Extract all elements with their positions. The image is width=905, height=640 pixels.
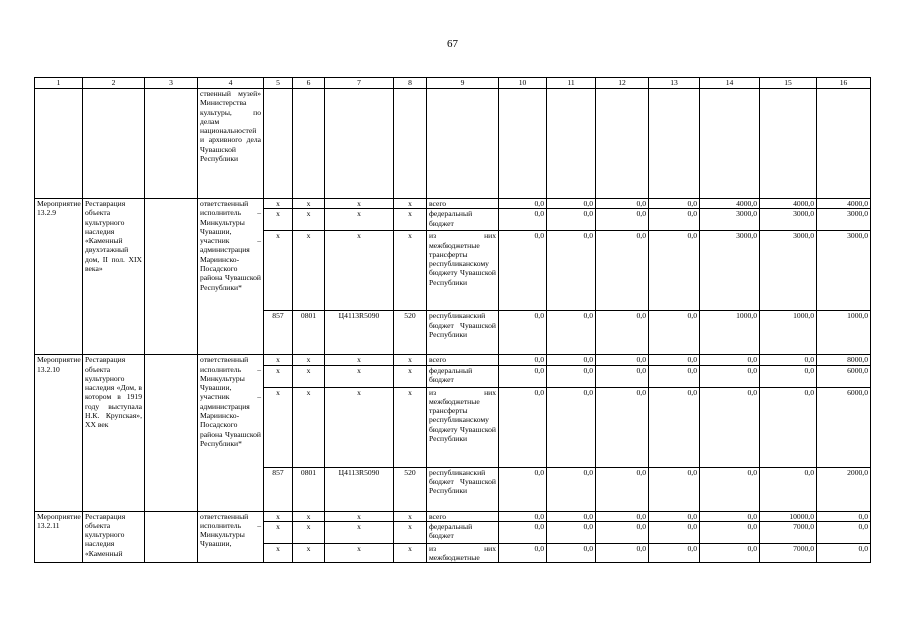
amount-cell: 7000,0 xyxy=(760,521,817,543)
table-row xyxy=(35,355,871,365)
column-header: 12 xyxy=(596,78,649,89)
executor-cell: ответственный исполнитель – Минкультуры Чувашии, участник – администрация Мариинско-Посадского района Чувашской Республики* xyxy=(198,199,264,355)
target-article-code: Ц4113R5090 xyxy=(325,311,394,355)
target-article-code: x xyxy=(325,209,394,231)
amount-cell: 0,0 xyxy=(649,199,700,209)
chief-admin-code: x xyxy=(264,387,293,467)
chief-admin-code: 857 xyxy=(264,467,293,511)
section-code: x xyxy=(293,355,325,365)
target-article-code: x xyxy=(325,387,394,467)
empty-cell xyxy=(83,89,145,199)
column-header: 15 xyxy=(760,78,817,89)
section-code: x xyxy=(293,543,325,563)
amount-cell: 0,0 xyxy=(649,311,700,355)
chief-admin-code: x xyxy=(264,209,293,231)
column-header: 9 xyxy=(427,78,499,89)
amount-cell: 0,0 xyxy=(649,231,700,311)
column-header: 2 xyxy=(83,78,145,89)
amount-cell: 2000,0 xyxy=(817,467,871,511)
amount-cell: 0,0 xyxy=(817,521,871,543)
amount-cell: 6000,0 xyxy=(817,387,871,467)
amount-cell: 0,0 xyxy=(700,365,760,387)
amount-cell: 3000,0 xyxy=(700,231,760,311)
amount-cell: 0,0 xyxy=(547,355,596,365)
empty-cell xyxy=(817,89,871,199)
measure-id-cell: Мероприятие 13.2.11 xyxy=(35,511,83,563)
amount-cell: 0,0 xyxy=(547,387,596,467)
column-header: 6 xyxy=(293,78,325,89)
amount-cell: 0,0 xyxy=(547,467,596,511)
empty-cell xyxy=(760,89,817,199)
amount-cell: 0,0 xyxy=(649,365,700,387)
empty-cell xyxy=(394,89,427,199)
column-header: 14 xyxy=(700,78,760,89)
empty-cell xyxy=(325,89,394,199)
section-code: x xyxy=(293,209,325,231)
expense-type-code: x xyxy=(394,387,427,467)
amount-cell: 0,0 xyxy=(547,231,596,311)
executor-cell: ответственный исполнитель – Минкультуры Чувашии, участник – администрация Мариинско-Посадского района Чувашской Республики* xyxy=(198,355,264,511)
chief-admin-code: x xyxy=(264,521,293,543)
amount-cell: 0,0 xyxy=(499,387,547,467)
amount-cell: 0,0 xyxy=(596,209,649,231)
amount-cell: 0,0 xyxy=(700,543,760,563)
amount-cell: 1000,0 xyxy=(760,311,817,355)
chief-admin-code: 857 xyxy=(264,311,293,355)
expense-type-code: x xyxy=(394,231,427,311)
expense-type-code: x xyxy=(394,543,427,563)
table-row xyxy=(35,199,871,209)
amount-cell: 0,0 xyxy=(499,231,547,311)
amount-cell: 0,0 xyxy=(499,511,547,521)
amount-cell: 3000,0 xyxy=(700,209,760,231)
amount-cell: 0,0 xyxy=(499,543,547,563)
empty-cell xyxy=(264,89,293,199)
funding-source-cell: из них межбюджетные трансферты республиканскому бюджету Чувашской Республики xyxy=(427,387,499,467)
expense-type-code: x xyxy=(394,209,427,231)
funding-source-cell: республиканский бюджет Чувашской Республики xyxy=(427,467,499,511)
funding-source-cell: республиканский бюджет Чувашской Республики xyxy=(427,311,499,355)
funding-source-cell: всего xyxy=(427,355,499,365)
expense-type-code: x xyxy=(394,511,427,521)
amount-cell: 0,0 xyxy=(547,199,596,209)
column-header: 16 xyxy=(817,78,871,89)
funding-source-cell: всего xyxy=(427,511,499,521)
amount-cell: 0,0 xyxy=(547,521,596,543)
chief-admin-code: x xyxy=(264,511,293,521)
amount-cell: 0,0 xyxy=(760,387,817,467)
amount-cell: 4000,0 xyxy=(760,199,817,209)
expense-type-code: x xyxy=(394,355,427,365)
amount-cell: 0,0 xyxy=(499,521,547,543)
section-code: x xyxy=(293,511,325,521)
amount-cell: 0,0 xyxy=(499,467,547,511)
empty-cell xyxy=(427,89,499,199)
amount-cell: 3000,0 xyxy=(760,209,817,231)
measure-name-cell: Реставрация объекта культурного наследия «Каменный xyxy=(83,511,145,563)
expense-type-code: x xyxy=(394,365,427,387)
amount-cell: 6000,0 xyxy=(817,365,871,387)
amount-cell: 0,0 xyxy=(547,365,596,387)
measure-name-cell: Реставрация объекта культурного наследия «Дом, в котором в 1919 году выступала Н.К. Крупская», XX век xyxy=(83,355,145,511)
chief-admin-code: x xyxy=(264,355,293,365)
expense-type-code: x xyxy=(394,521,427,543)
empty-cell xyxy=(649,89,700,199)
amount-cell: 1000,0 xyxy=(700,311,760,355)
target-article-code: x xyxy=(325,365,394,387)
measure-id-cell: Мероприятие 13.2.9 xyxy=(35,199,83,355)
amount-cell: 0,0 xyxy=(547,311,596,355)
empty-cell xyxy=(700,89,760,199)
column-header: 5 xyxy=(264,78,293,89)
funding-source-cell: из них межбюджетные трансферты республиканскому бюджету Чувашской Республики xyxy=(427,231,499,311)
amount-cell: 0,0 xyxy=(499,311,547,355)
section-code: x xyxy=(293,231,325,311)
chief-admin-code: x xyxy=(264,365,293,387)
measure-name-cell: Реставрация объекта культурного наследия «Каменный двухэтажный дом, II пол. XIX века» xyxy=(83,199,145,355)
amount-cell: 0,0 xyxy=(499,209,547,231)
amount-cell: 0,0 xyxy=(649,387,700,467)
column-header: 4 xyxy=(198,78,264,89)
target-article-code: x xyxy=(325,231,394,311)
section-code: x xyxy=(293,199,325,209)
amount-cell: 0,0 xyxy=(499,355,547,365)
amount-cell: 0,0 xyxy=(596,355,649,365)
amount-cell: 0,0 xyxy=(596,521,649,543)
column-header: 7 xyxy=(325,78,394,89)
amount-cell: 0,0 xyxy=(700,467,760,511)
target-article-code: x xyxy=(325,199,394,209)
funding-source-cell: из них межбюджетные xyxy=(427,543,499,563)
empty-cell xyxy=(596,89,649,199)
section-code: x xyxy=(293,387,325,467)
amount-cell: 0,0 xyxy=(760,467,817,511)
amount-cell: 0,0 xyxy=(760,365,817,387)
expense-type-code: x xyxy=(394,199,427,209)
chief-admin-code: x xyxy=(264,543,293,563)
measure-id-cell: Мероприятие 13.2.10 xyxy=(35,355,83,511)
budget-table xyxy=(34,77,871,563)
amount-cell: 0,0 xyxy=(649,355,700,365)
amount-cell: 3000,0 xyxy=(817,209,871,231)
amount-cell: 0,0 xyxy=(596,311,649,355)
amount-cell: 0,0 xyxy=(547,209,596,231)
target-article-code: x xyxy=(325,511,394,521)
table-row xyxy=(35,511,871,521)
amount-cell: 0,0 xyxy=(596,231,649,311)
funding-source-cell: федеральный бюджет xyxy=(427,521,499,543)
column-header: 10 xyxy=(499,78,547,89)
executor-cell: ственный музей» Министерства культуры, по делам национальностей и архивного дела Чувашской Республики xyxy=(198,89,264,199)
amount-cell: 0,0 xyxy=(649,521,700,543)
expense-type-code: 520 xyxy=(394,311,427,355)
empty-cell xyxy=(547,89,596,199)
executor-cell: ответственный исполнитель – Минкультуры Чувашии, xyxy=(198,511,264,563)
amount-cell: 0,0 xyxy=(547,511,596,521)
funding-source-cell: федеральный бюджет xyxy=(427,209,499,231)
amount-cell: 10000,0 xyxy=(760,511,817,521)
amount-cell: 3000,0 xyxy=(817,231,871,311)
header-row xyxy=(35,78,871,89)
empty-cell xyxy=(145,199,198,355)
amount-cell: 0,0 xyxy=(760,355,817,365)
amount-cell: 0,0 xyxy=(547,543,596,563)
column-header: 13 xyxy=(649,78,700,89)
amount-cell: 0,0 xyxy=(596,467,649,511)
empty-cell xyxy=(145,89,198,199)
empty-cell xyxy=(499,89,547,199)
section-code: 0801 xyxy=(293,467,325,511)
target-article-code: x xyxy=(325,543,394,563)
column-header: 3 xyxy=(145,78,198,89)
section-code: x xyxy=(293,365,325,387)
amount-cell: 0,0 xyxy=(700,511,760,521)
empty-cell xyxy=(35,89,83,199)
amount-cell: 8000,0 xyxy=(817,355,871,365)
table-row xyxy=(35,89,871,199)
amount-cell: 0,0 xyxy=(649,511,700,521)
amount-cell: 4000,0 xyxy=(817,199,871,209)
amount-cell: 0,0 xyxy=(596,511,649,521)
page-number: 67 xyxy=(447,38,458,50)
column-header: 11 xyxy=(547,78,596,89)
empty-cell xyxy=(145,355,198,511)
amount-cell: 0,0 xyxy=(499,199,547,209)
amount-cell: 0,0 xyxy=(596,365,649,387)
section-code: 0801 xyxy=(293,311,325,355)
amount-cell: 0,0 xyxy=(700,355,760,365)
amount-cell: 0,0 xyxy=(596,387,649,467)
target-article-code: Ц4113R5090 xyxy=(325,467,394,511)
empty-cell xyxy=(293,89,325,199)
section-code: x xyxy=(293,521,325,543)
amount-cell: 3000,0 xyxy=(760,231,817,311)
chief-admin-code: x xyxy=(264,199,293,209)
chief-admin-code: x xyxy=(264,231,293,311)
amount-cell: 0,0 xyxy=(817,511,871,521)
target-article-code: x xyxy=(325,521,394,543)
column-header: 1 xyxy=(35,78,83,89)
amount-cell: 0,0 xyxy=(499,365,547,387)
funding-source-cell: федеральный бюджет xyxy=(427,365,499,387)
amount-cell: 0,0 xyxy=(649,209,700,231)
funding-source-cell: всего xyxy=(427,199,499,209)
amount-cell: 0,0 xyxy=(700,521,760,543)
amount-cell: 7000,0 xyxy=(760,543,817,563)
amount-cell: 0,0 xyxy=(596,543,649,563)
amount-cell: 4000,0 xyxy=(700,199,760,209)
expense-type-code: 520 xyxy=(394,467,427,511)
empty-cell xyxy=(145,511,198,563)
column-header: 8 xyxy=(394,78,427,89)
amount-cell: 0,0 xyxy=(649,467,700,511)
amount-cell: 0,0 xyxy=(649,543,700,563)
amount-cell: 0,0 xyxy=(700,387,760,467)
amount-cell: 0,0 xyxy=(817,543,871,563)
amount-cell: 1000,0 xyxy=(817,311,871,355)
amount-cell: 0,0 xyxy=(596,199,649,209)
target-article-code: x xyxy=(325,355,394,365)
